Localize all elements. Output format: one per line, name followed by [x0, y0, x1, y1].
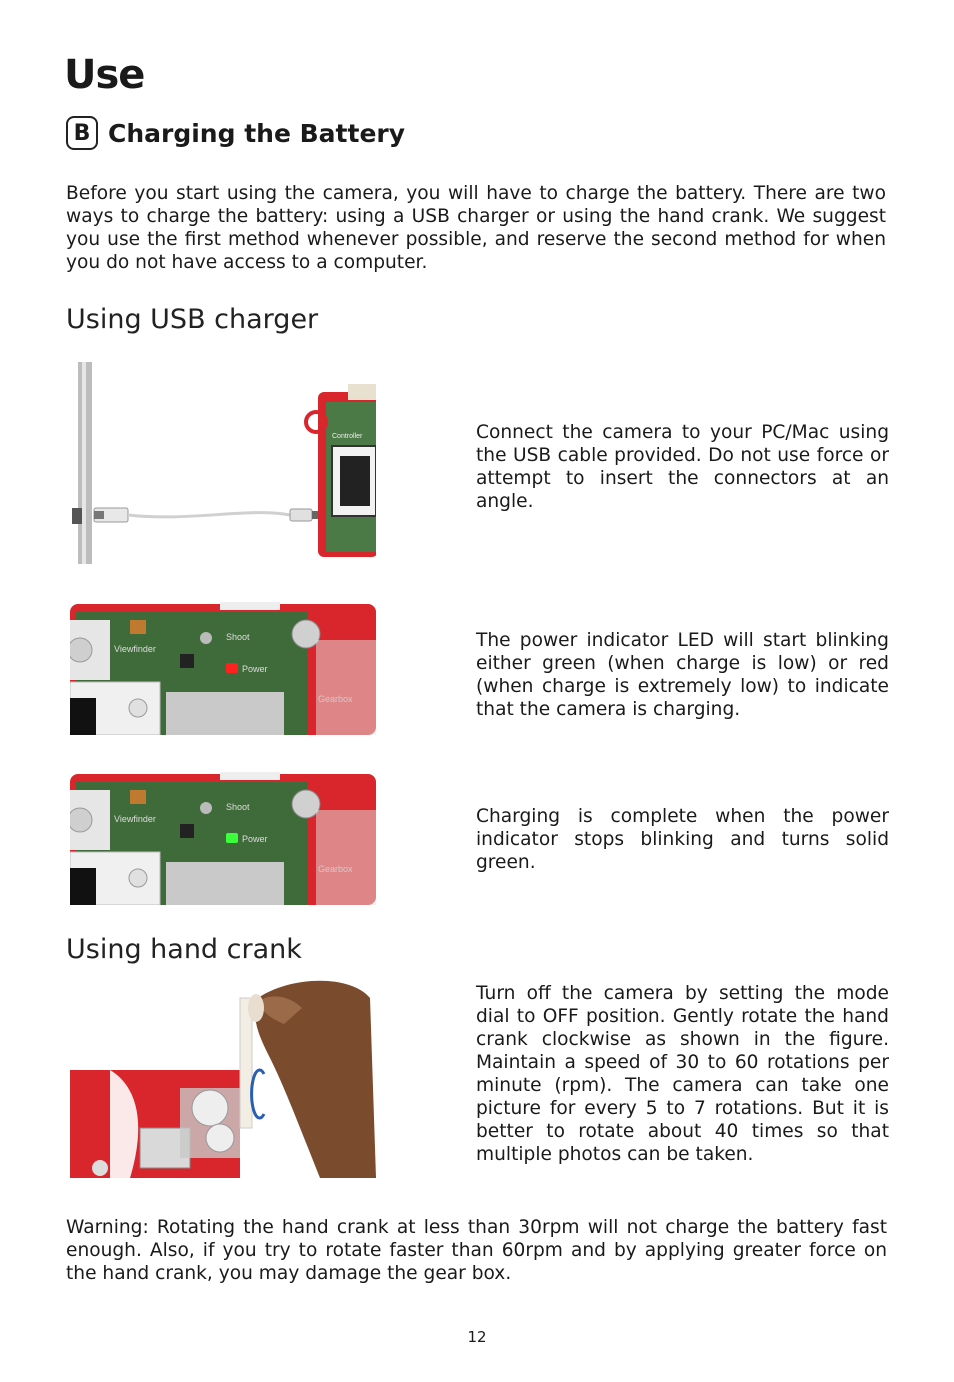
step-3-text: Charging is complete when the power indicator stops blinking and turns solid green. — [476, 806, 889, 873]
intro-paragraph: Before you start using the camera, you will have to charge the battery. There are two ways to charge the battery: using a USB charger or using the hand crank. We suggest you use the first method whenever possible, and reserve the second method for when you do not have access to a computer. — [66, 183, 886, 273]
viewfinder-label: Viewfinder — [114, 814, 156, 824]
step-1-text: Connect the camera to your PC/Mac using the USB cable provided. Do not use force or attempt to insert the connectors at an angle. — [476, 422, 889, 512]
power-led-green — [226, 833, 238, 843]
page-title: Use — [64, 52, 145, 98]
crank-text: Turn off the camera by setting the mode dial to OFF position. Gently rotate the hand crank clockwise as shown in the figure. Maintain a speed of 30 to 60 rotations per minute (rpm). The camera can take one picture for every 5 to 7 rotations. But it is better to rotate about 40 times so that multiple photos can be taken. — [476, 983, 889, 1165]
step-2-text: The power indicator LED will start blinking either green (when charge is low) or red (when charge is extremely low) to indicate that the camera is charging. — [476, 630, 889, 720]
gearbox-label: Gearbox — [318, 694, 353, 704]
crank-heading: Using hand crank — [66, 934, 302, 965]
warning-paragraph: Warning: Rotating the hand crank at less than 30rpm will not charge the battery fast enough. Also, if you try to rotate faster than 60rpm and by applying greater force on the hand crank, you may damage the gear box. — [66, 1217, 887, 1284]
section-letter-badge: B — [66, 116, 98, 150]
controller-label: Controller — [332, 433, 363, 440]
section-header — [66, 116, 405, 150]
gearbox-label: Gearbox — [318, 864, 353, 874]
usb-heading: Using USB charger — [66, 304, 319, 335]
viewfinder-label: Viewfinder — [114, 644, 156, 654]
hand-crank-photo — [70, 978, 376, 1178]
usb-connection-photo — [70, 362, 376, 564]
power-label: Power — [242, 664, 268, 674]
led-green-photo — [70, 770, 376, 905]
page-number: 12 — [467, 1328, 487, 1346]
shoot-label: Shoot — [226, 632, 250, 642]
led-red-photo — [70, 600, 376, 735]
shoot-label: Shoot — [226, 802, 250, 812]
power-led-red — [226, 663, 238, 673]
section-title: Charging the Battery — [108, 118, 406, 148]
power-label: Power — [242, 834, 268, 844]
